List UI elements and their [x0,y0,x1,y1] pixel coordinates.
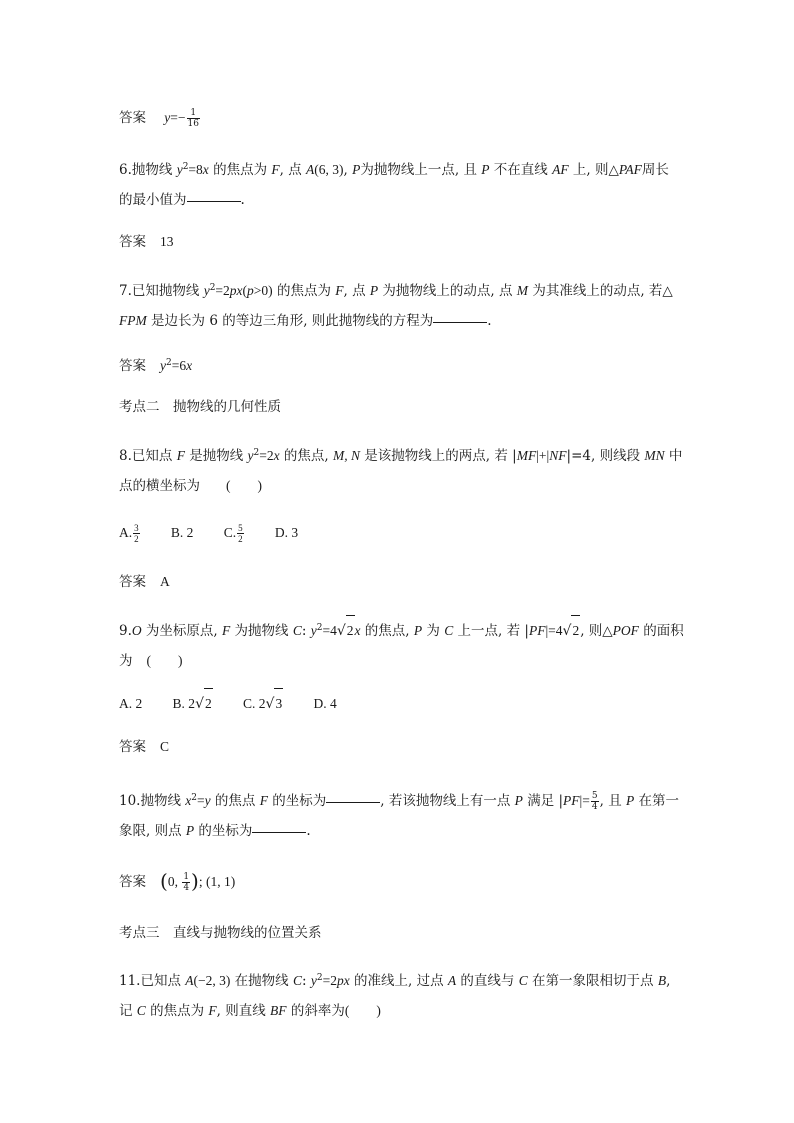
option-b: B. 2 [170,525,194,540]
option-a: A. $\frac{3}{2}$ [119,523,139,545]
question-number: 6. [119,162,132,178]
answer-label: 答案 [119,110,146,126]
question-number: 11. [119,973,141,989]
question-number: 8. [119,448,132,464]
answer-label: 答案 [119,874,146,890]
question-number: 10. [119,793,141,809]
question-9: 9.O 为坐标原点, F 为抛物线 C: $y^2=4√2x$ 的焦点, P 为 C 上一点, 若 |PF|=4√2, 则△POF 的面积 为 ( ) [119,613,679,676]
answer-blank [187,200,241,202]
answer-blank [252,831,306,833]
answer-blank [326,801,380,803]
option-a: A. 2 [119,696,143,711]
answer-label: 答案 [119,358,146,374]
option-b: B. 2√2 [173,696,213,711]
answer-label: 答案 [119,234,146,250]
question-10: 10.抛物线 $x^2=y$ 的焦点 F 的坐标为 , 若该抛物线上有一点 P 满足 |PF|= $\frac{5}{4}$ , 且 P 在第一 象限, 则点 P 的坐标为 . [119,791,680,839]
answer-label: 答案 [119,574,146,590]
option-c: C. 2√3 [243,696,283,711]
fraction: $\frac{1}{16}$ [187,108,199,129]
section-heading: 考点二 抛物线的几何性质 [119,399,281,415]
answer-10: 答案 (0, $\frac{1}{4}$ ); (1, 1) [119,869,236,893]
answer-label: 答案 [119,739,146,755]
answer-5: 答案 y=− $\frac{1}{16}$ [119,108,199,129]
answer-9: 答案 C [119,739,170,755]
question-7: 7.已知抛物线 $y^2=2px(p>0)$ 的焦点为 F, 点 P 为抛物线上的动点, 点 M 为其准线上的动点, 若△ FPM 是边长为 6 的等边三角形, 则此抛物线的方程为 . [119,283,673,329]
answer-blank [433,321,487,323]
question-number: 9. [119,623,132,639]
answer-7: 答案 $y^2=6x$ [119,358,193,374]
section-heading: 考点三 直线与抛物线的位置关系 [119,925,322,941]
question-number: 7. [119,283,132,299]
question-11: 11.已知点 A(−2, 3) 在抛物线 C: $y^2=2px$ 的准线上, 过点 A 的直线与 C 在第一象限相切于点 B, 记 C 的焦点为 F, 则直线 BF 的斜率为( ) [119,973,671,1019]
options-9 [119,688,679,719]
answer-6: 答案 13 [119,234,174,250]
option-d: D. 4 [313,696,337,711]
option-c: C. $\frac{5}{2}$ [223,523,243,545]
option-d: D. 3 [274,525,299,540]
question-8: 8.已知点 F 是抛物线 $y^2=2x$ 的焦点, M, N 是该抛物线上的两点, 若 |MF|+|NF|=4, 则线段 MN 中 点的横坐标为 ( ) [119,448,683,494]
question-6: 6.抛物线 $y^2=8x$ 的焦点为 F, 点 A(6, 3), P为抛物线上一点, 且 P 不在直线 AF 上, 则△PAF周长 的最小值为 . [119,162,669,208]
answer-8: 答案 A [119,574,170,590]
options-8 [119,518,679,548]
